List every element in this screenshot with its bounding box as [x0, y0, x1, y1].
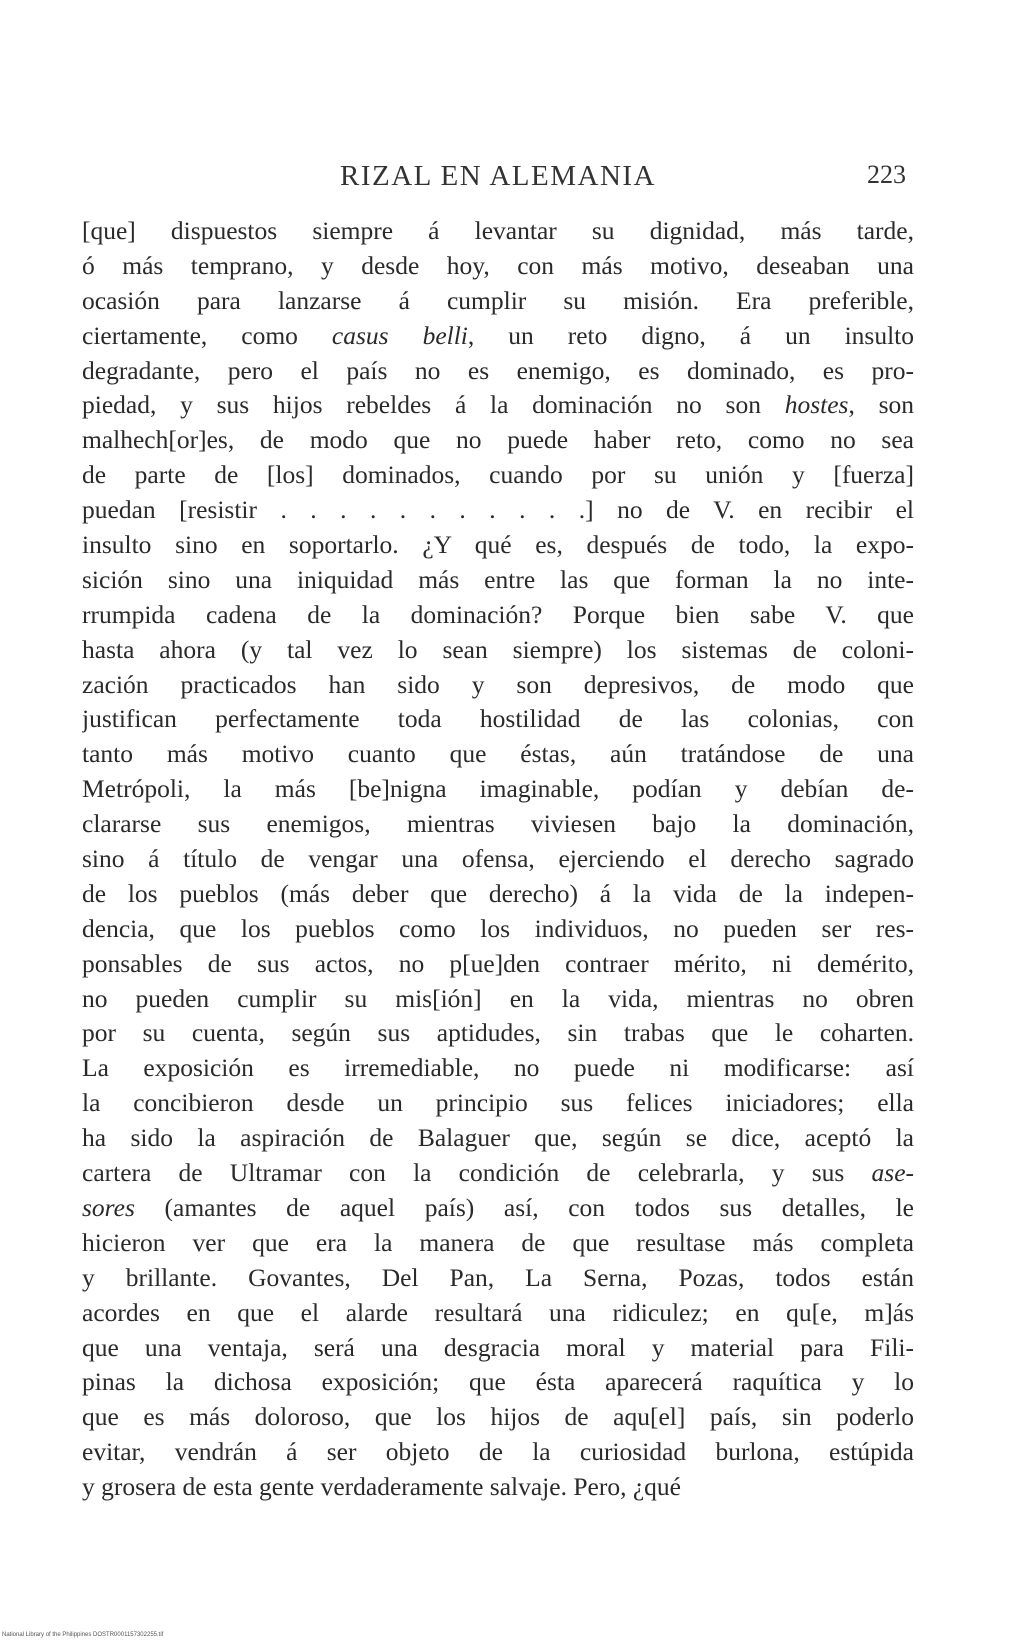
text-line: de parte de [los] dominados, cuando por su unión y [fuerza] — [82, 460, 914, 490]
text-line: ó más temprano, y desde hoy, con más motivo, deseaban una — [82, 250, 914, 280]
text-line: tanto más motivo cuanto que éstas, aún tratándose de una — [82, 739, 914, 769]
text-line: malhech[or]es, de modo que no puede haber reto, como no sea — [82, 425, 914, 455]
text-line: degradante, pero el país no es enemigo, es dominado, es pro- — [82, 355, 914, 385]
text-line: La exposición es irremediable, no puede ni modificarse: así — [82, 1053, 914, 1083]
text-line: pinas la dichosa exposición; que ésta aparecerá raquítica y lo — [82, 1367, 914, 1397]
text-line: justifican perfectamente toda hostilidad de las colonias, con — [82, 704, 914, 734]
text-line: ha sido la aspiración de Balaguer que, según se dice, aceptó la — [82, 1123, 914, 1153]
text-line: evitar, vendrán á ser objeto de la curiosidad burlona, estúpida — [82, 1437, 914, 1467]
text-line: que una ventaja, será una desgracia moral y material para Fili- — [82, 1332, 914, 1362]
text-line: dencia, que los pueblos como los individuos, no pueden ser res- — [82, 913, 914, 943]
text-line: piedad, y sus hijos rebeldes á la dominación no son hostes, son — [82, 390, 914, 420]
text-line: que es más doloroso, que los hijos de aqu[el] país, sin poderlo — [82, 1402, 914, 1432]
running-title: RIZAL EN ALEMANIA — [340, 160, 656, 192]
running-header — [82, 160, 914, 200]
text-line: no pueden cumplir su mis[ión] en la vida, mientras no obren — [82, 983, 914, 1013]
text-line: por su cuenta, según sus aptidudes, sin trabas que le coharten. — [82, 1018, 914, 1048]
text-line: hasta ahora (y tal vez lo sean siempre) los sistemas de coloni- — [82, 634, 914, 664]
text-line: ocasión para lanzarse á cumplir su misión. Era preferible, — [82, 285, 914, 315]
text-line: de los pueblos (más deber que derecho) á la vida de la indepen- — [82, 878, 914, 908]
text-line: sores (amantes de aquel país) así, con todos sus detalles, le — [82, 1192, 914, 1222]
text-line: sición sino una iniquidad más entre las que forman la no inte- — [82, 564, 914, 594]
text-line: zación practicados han sido y son depresivos, de modo que — [82, 669, 914, 699]
text-line: Metrópoli, la más [be]nigna imaginable, podían y debían de- — [82, 774, 914, 804]
text-line: insulto sino en soportarlo. ¿Y qué es, después de todo, la expo- — [82, 530, 914, 560]
body-text — [82, 214, 914, 1505]
text-line: y grosera de esta gente verdaderamente salvaje. Pero, ¿qué — [82, 1472, 681, 1502]
text-line: rrumpida cadena de la dominación? Porque bien sabe V. que — [82, 599, 914, 629]
text-line: puedan [resistir . . . . . . . . . . .] no de V. en recibir el — [82, 495, 914, 525]
text-line: clararse sus enemigos, mientras viviesen bajo la dominación, — [82, 809, 914, 839]
text-line: y brillante. Govantes, Del Pan, La Serna, Pozas, todos están — [82, 1262, 914, 1292]
text-line: ponsables de sus actos, no p[ue]den contraer mérito, ni demérito, — [82, 948, 914, 978]
text-line: cartera de Ultramar con la condición de celebrarla, y sus ase- — [82, 1158, 914, 1188]
text-line: ciertamente, como casus belli, un reto digno, á un insulto — [82, 320, 914, 350]
text-line: acordes en que el alarde resultará una ridiculez; en qu[e, m]ás — [82, 1297, 914, 1327]
text-line: [que] dispuestos siempre á levantar su dignidad, más tarde, — [82, 216, 914, 245]
text-line: hicieron ver que era la manera de que resultase más completa — [82, 1227, 914, 1257]
scan-footer: National Library of the Philippines DOSTR0001157302255.tif — [2, 1632, 164, 1638]
page-number: 223 — [867, 160, 906, 189]
text-line: sino á título de vengar una ofensa, ejerciendo el derecho sagrado — [82, 844, 914, 874]
text-line: la concibieron desde un principio sus felices iniciadores; ella — [82, 1088, 914, 1118]
